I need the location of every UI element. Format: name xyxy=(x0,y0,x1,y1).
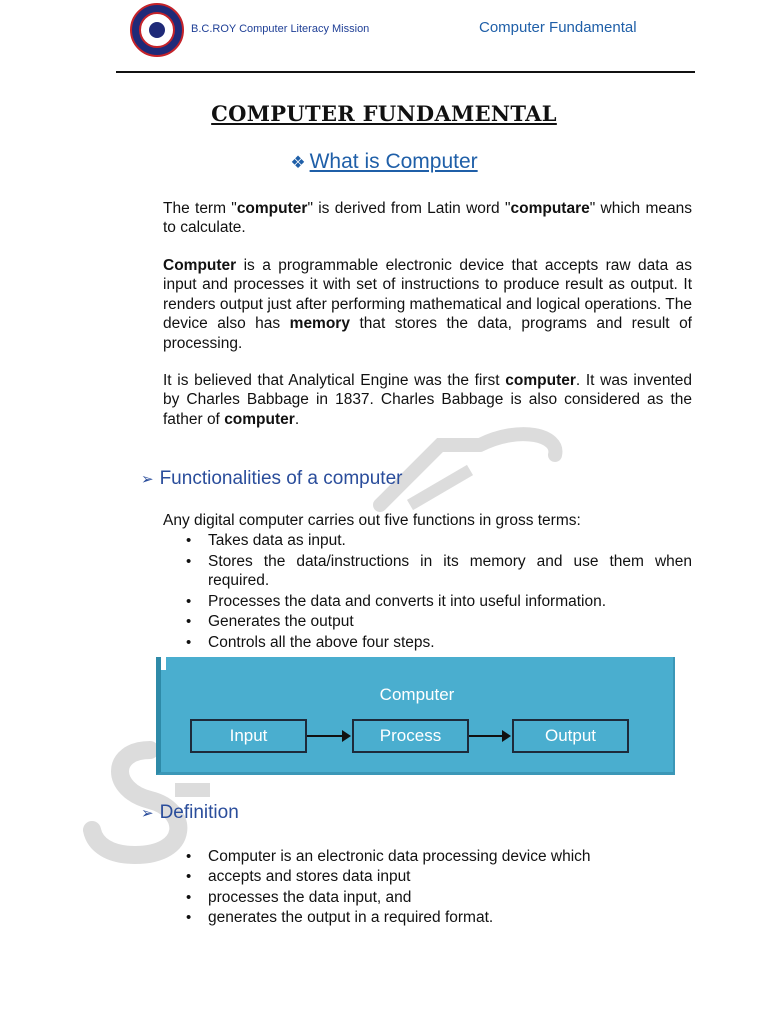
list-item: • Controls all the above four steps. xyxy=(208,633,692,653)
arrow-right-icon xyxy=(307,735,349,737)
bold-term: memory xyxy=(289,315,350,333)
organization-name: B.C.ROY Computer Literacy Mission xyxy=(191,23,370,35)
header-divider xyxy=(116,71,695,73)
list-item: • Takes data as input. xyxy=(208,531,692,551)
list-item: • generates the output in a required format. xyxy=(208,908,692,928)
text-run: . xyxy=(294,410,300,428)
arrow-bullet-icon: ➢ xyxy=(141,471,154,488)
mission-logo xyxy=(130,3,184,57)
functionalities-heading-text: Functionalities of a computer xyxy=(159,468,403,489)
diagram-notch xyxy=(161,657,166,670)
arrow-right-icon xyxy=(469,735,509,737)
definition-list xyxy=(208,847,692,929)
list-item: • Stores the data/instructions in its memory and use them when required. xyxy=(208,552,692,591)
what-is-computer-heading xyxy=(0,150,768,174)
text-run: It is believed that Analytical Engine was the first xyxy=(163,372,506,389)
list-item: • Computer is an electronic data processing device which xyxy=(208,847,692,867)
text-run: The term " xyxy=(163,200,237,217)
text-run: " is derived from Latin word " xyxy=(307,200,511,217)
text-run: . It was invented by Charles Babbage in 1837. Charles Babbage is also considered as the father of xyxy=(163,372,692,428)
text-run: that stores the data, programs and result of processing. xyxy=(163,315,692,352)
bold-term: computer xyxy=(224,410,295,428)
arrow-bullet-icon: ➢ xyxy=(141,805,154,822)
definition-heading xyxy=(141,802,239,824)
list-item: • Generates the output xyxy=(208,612,692,632)
diagram-box-process: Process xyxy=(352,719,469,753)
list-item: • processes the data input, and xyxy=(208,888,692,908)
definition-heading-text: Definition xyxy=(159,802,239,823)
paragraph-definition xyxy=(163,256,692,353)
list-item: • accepts and stores data input xyxy=(208,867,692,887)
text-run: is a programmable electronic device that accepts raw data as input and processes it with set of instructions to produce result as output. It renders output just after performing mathematical and logical operations. The device also has xyxy=(163,257,692,333)
diagram-box-output: Output xyxy=(512,719,629,753)
bold-term: computer xyxy=(505,372,576,389)
header-course-title: Computer Fundamental xyxy=(479,19,637,36)
paragraph-history xyxy=(163,371,692,429)
logo-inner-ring xyxy=(139,12,175,48)
logo-emblem-icon xyxy=(149,22,165,38)
functionalities-heading xyxy=(141,468,402,490)
functionalities-intro: Any digital computer carries out five functions in gross terms: xyxy=(163,512,581,529)
diagram-title: Computer xyxy=(379,685,455,704)
list-item: • Processes the data and converts it into useful information. xyxy=(208,592,692,612)
bold-term: computare xyxy=(510,200,590,217)
what-is-computer-heading-text: What is Computer xyxy=(309,150,478,173)
bold-term: computer xyxy=(236,200,308,217)
text-run: " which means to calculate. xyxy=(163,200,692,237)
diamond-bullet-icon: ❖ xyxy=(290,153,306,172)
page-title: COMPUTER FUNDAMENTAL xyxy=(211,101,557,126)
functionalities-list xyxy=(208,531,692,654)
diagram-box-input: Input xyxy=(190,719,307,753)
paragraph-etymology xyxy=(163,199,692,238)
computer-flow-diagram xyxy=(156,657,675,775)
bold-term: Computer xyxy=(163,257,237,274)
